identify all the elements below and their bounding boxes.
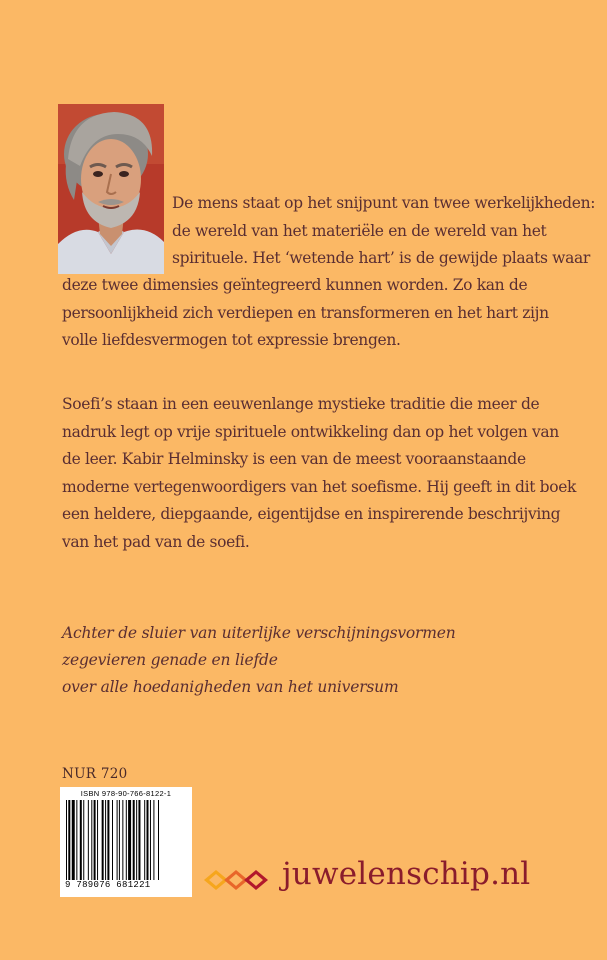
description-paragraph-1-continued <box>62 272 549 355</box>
paragraph-line: de leer. Kabir Helminsky is een van de meest vooraanstaande <box>62 450 526 468</box>
publisher-diamond-icon <box>204 868 274 896</box>
quote-line: over alle hoedanigheden van het universum <box>62 678 399 696</box>
paragraph-line: persoonlijkheid zich verdiepen en transformeren en het hart zijn <box>62 303 549 322</box>
paragraph-line: Soefi’s staan in een eeuwenlange mystieke traditie die meer de <box>62 395 540 413</box>
quote-line: Achter de sluier van uiterlijke verschijningsvormen <box>62 624 456 642</box>
publisher-logo-text: juwelenschip.nl <box>282 856 531 892</box>
author-photo <box>58 104 164 274</box>
isbn-digits: 9 789076 681221 <box>65 880 151 890</box>
isbn-label: ISBN 978-90-766-8122-1 <box>80 789 172 798</box>
paragraph-line: De mens staat op het snijpunt van twee werkelijkheden: <box>172 194 596 212</box>
description-paragraph-1 <box>172 190 595 273</box>
italic-quote <box>62 620 456 701</box>
paragraph-line: van het pad van de soefi. <box>62 532 250 551</box>
quote-line: zegevieren genade en liefde <box>62 651 278 669</box>
paragraph-line: een heldere, diepgaande, eigentijdse en inspirerende beschrijving <box>62 505 561 523</box>
paragraph-line: volle liefdesvermogen tot expressie brengen. <box>62 331 401 349</box>
barcode-bars <box>66 800 186 880</box>
paragraph-line: nadruk legt op vrije spirituele ontwikkeling dan op het volgen van <box>62 422 559 441</box>
paragraph-line: spirituele. Het ‘wetende hart’ is de gewijde plaats waar <box>172 249 590 267</box>
nur-code: NUR 720 <box>62 766 128 782</box>
paragraph-line: de wereld van het materiële en de wereld van het <box>172 221 547 240</box>
isbn-barcode <box>60 787 192 897</box>
description-paragraph-2 <box>62 391 576 556</box>
paragraph-line: moderne vertegenwoordigers van het soefisme. Hij geeft in dit boek <box>62 477 577 496</box>
paragraph-line: deze twee dimensies geïntegreerd kunnen worden. Zo kan de <box>62 276 528 294</box>
